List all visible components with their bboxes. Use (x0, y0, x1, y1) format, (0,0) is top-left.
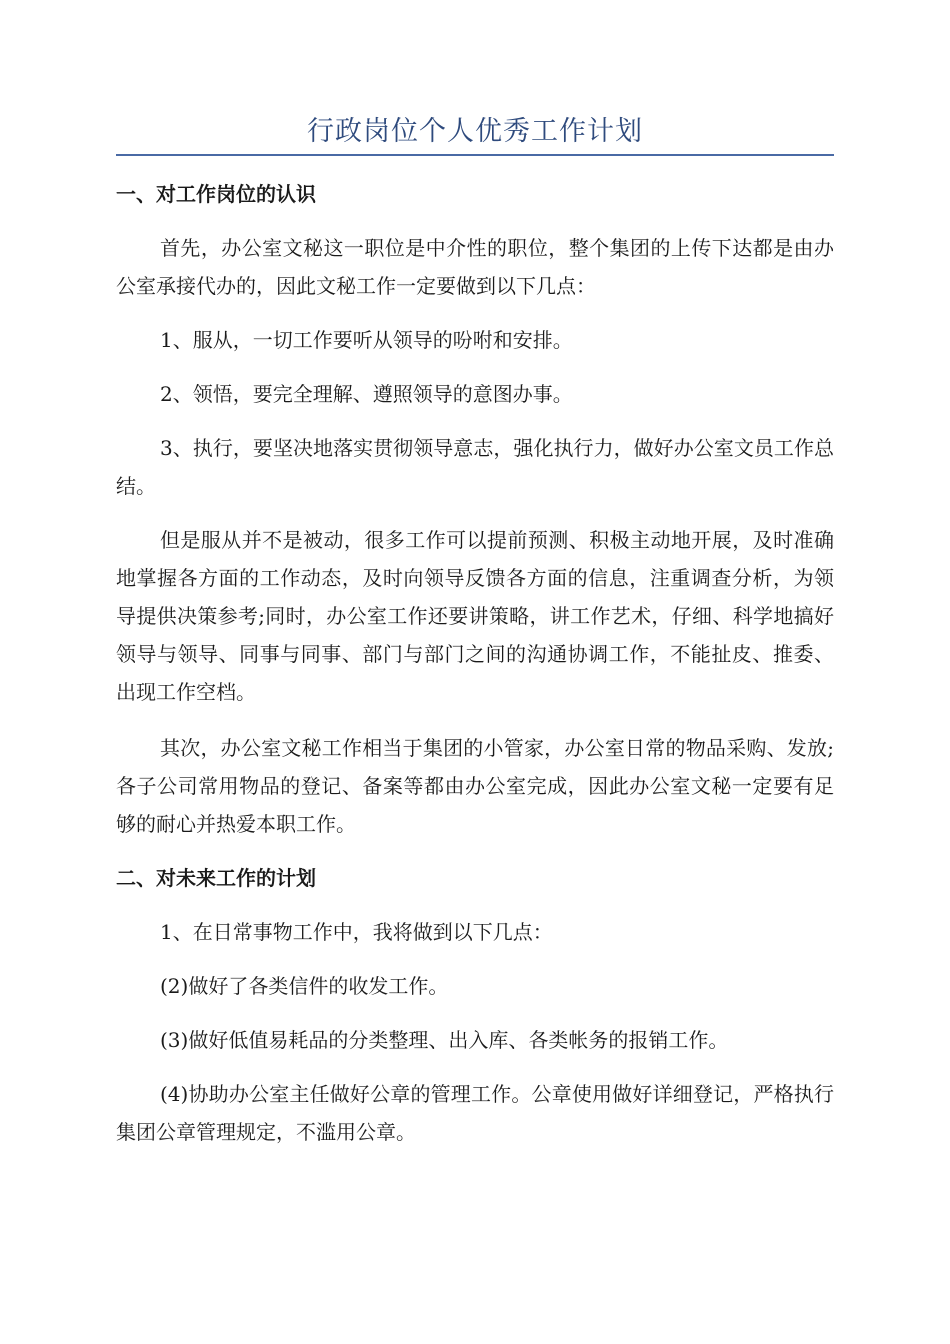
list-item-understand: 2、领悟，要完全理解、遵照领导的意图办事。 (160, 382, 573, 406)
list-item-execute: 3、执行，要坚决地落实贯彻领导意志，强化执行力，做好办公室文员工作总结。 (116, 436, 834, 498)
section-heading-1: 一、对工作岗位的认识 (116, 182, 316, 206)
section-heading-2: 二、对未来工作的计划 (116, 866, 316, 890)
sub-item-mail: (2)做好了各类信件的收发工作。 (160, 974, 449, 998)
sub-item-consumables: (3)做好低值易耗品的分类整理、出入库、各类帐务的报销工作。 (160, 1028, 729, 1052)
paragraph-housekeeping: 其次，办公室文秘工作相当于集团的小管家，办公室日常的物品采购、发放;各子公司常用物品的登记、备案等都由办公室完成，因此办公室文秘一定要有足够的耐心并热爱本职工作。 (116, 736, 834, 836)
paragraph-proactive: 但是服从并不是被动，很多工作可以提前预测、积极主动地开展，及时准确地掌握各方面的工作动态，及时向领导反馈各方面的信息，注重调查分析，为领导提供决策参考;同时，办公室工作还要讲策略，讲工作艺术，仔细、科学地搞好领导与领导、同事与同事、部门与部门之间的沟通协调工作，不能扯皮、推委、出现工作空档。 (116, 528, 834, 704)
list-item-daily-work: 1、在日常事物工作中，我将做到以下几点： (160, 920, 553, 944)
sub-item-seal: (4)协助办公室主任做好公章的管理工作。公章使用做好详细登记，严格执行集团公章管理规定，不滥用公章。 (116, 1082, 834, 1144)
paragraph-intro: 首先，办公室文秘这一职位是中介性的职位，整个集团的上传下达都是由办公室承接代办的，因此文秘工作一定要做到以下几点： (116, 236, 834, 298)
title-underline (116, 154, 834, 156)
list-item-obey: 1、服从，一切工作要听从领导的吩咐和安排。 (160, 328, 573, 352)
document-title: 行政岗位个人优秀工作计划 (307, 116, 643, 147)
